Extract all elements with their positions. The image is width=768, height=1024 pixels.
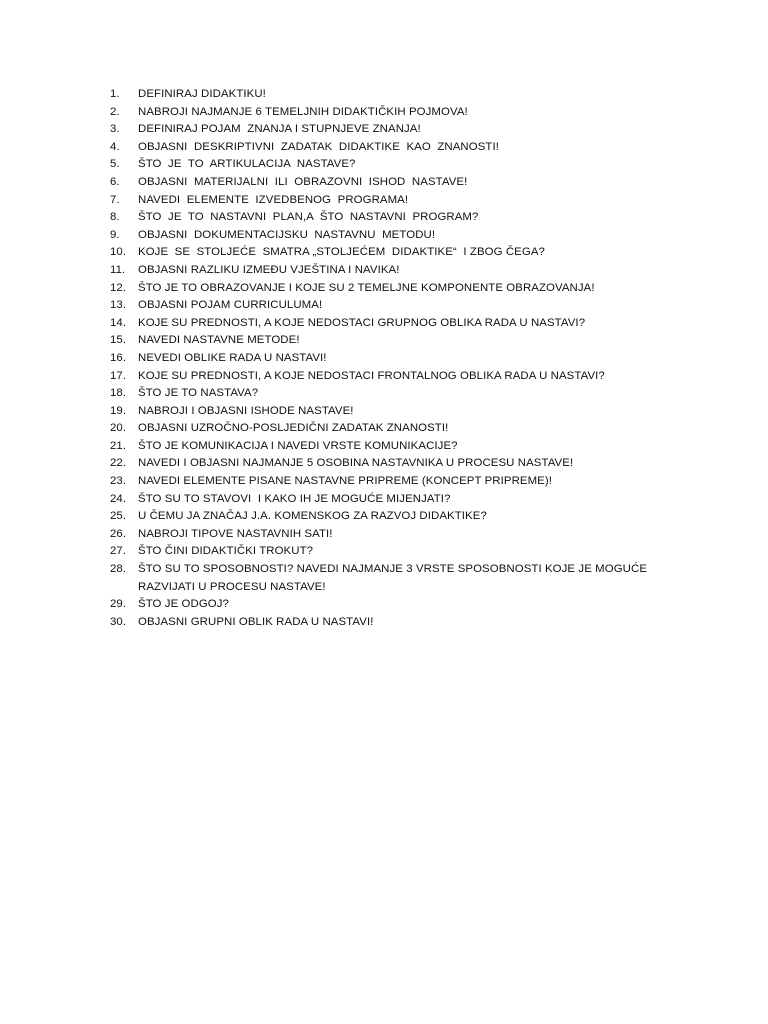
item-number: 30. [110,615,127,628]
item-text: OBJASNI MATERIJALNI ILI OBRAZOVNI ISHOD NASTAVE! [138,175,468,188]
item-text: U ČEMU JA ZNAČAJ J.A. KOMENSKOG ZA RAZVOJ DIDAKTIKE? [138,510,487,523]
list-item [110,403,670,421]
list-item [110,280,670,298]
item-text: OBJASNI UZROČNO-POSLJEDIČNI ZADATAK ZNANOSTI! [138,422,449,435]
item-text: ŠTO SU TO SPOSOBNOSTI? NAVEDI NAJMANJE 3 VRSTE SPOSOBNOSTI KOJE JE MOGUĆE RAZVIJATI U PROCESU NASTAVE! [138,563,648,593]
list-item [110,438,670,456]
item-number: 12. [110,281,127,294]
item-number: 29. [110,598,127,611]
list-item [110,192,670,210]
item-text: KOJE SE STOLJEĆE SMATRA „STOLJEĆEM DIDAKTIKE“ I ZBOG ČEGA? [138,246,545,259]
question-list [110,86,670,631]
item-text: ŠTO JE TO NASTAVA? [138,387,259,400]
item-text: DEFINIRAJ POJAM ZNANJA I STUPNJEVE ZNANJA! [138,123,421,136]
item-number: 2. [110,105,120,118]
item-number: 11. [110,263,126,276]
list-item [110,244,670,262]
list-item [110,473,670,491]
item-text: NEVEDI OBLIKE RADA U NASTAVI! [138,351,327,364]
item-text: ŠTO JE TO ARTIKULACIJA NASTAVE? [138,158,356,171]
list-item [110,561,670,596]
item-text: OBJASNI RAZLIKU IZMEĐU VJEŠTINA I NAVIKA! [138,263,400,276]
list-item [110,227,670,245]
item-text: ŠTO JE TO OBRAZOVANJE I KOJE SU 2 TEMELJNE KOMPONENTE OBRAZOVANJA! [138,281,595,294]
list-item [110,420,670,438]
item-number: 22. [110,457,127,470]
list-item [110,262,670,280]
item-text: ŠTO JE KOMUNIKACIJA I NAVEDI VRSTE KOMUNIKACIJE? [138,439,458,452]
item-number: 7. [110,193,120,206]
list-item [110,121,670,139]
item-number: 1. [110,88,120,100]
item-text: NABROJI TIPOVE NASTAVNIH SATI! [138,527,333,540]
list-item [110,368,670,386]
item-number: 8. [110,211,120,224]
list-item [110,350,670,368]
list-item [110,174,670,192]
item-text: ŠTO SU TO STAVOVI I KAKO IH JE MOGUĆE MIJENJATI? [138,492,451,505]
item-number: 20. [110,422,127,435]
item-text: NABROJI NAJMANJE 6 TEMELJNIH DIDAKTIČKIH POJMOVA! [138,105,468,118]
list-item [110,297,670,315]
item-number: 18. [110,387,127,400]
item-number: 24. [110,492,127,505]
item-number: 27. [110,545,127,558]
list-item [110,156,670,174]
item-text: NAVEDI ELEMENTE IZVEDBENOG PROGRAMA! [138,193,409,206]
list-item [110,315,670,333]
item-number: 16. [110,351,127,364]
list-item [110,543,670,561]
item-number: 21. [110,439,127,452]
list-item [110,104,670,122]
item-text: KOJE SU PREDNOSTI, A KOJE NEDOSTACI FRONTALNOG OBLIKA RADA U NASTAVI? [138,369,605,382]
item-number: 15. [110,334,127,347]
item-text: KOJE SU PREDNOSTI, A KOJE NEDOSTACI GRUPNOG OBLIKA RADA U NASTAVI? [138,316,586,329]
list-item [110,385,670,403]
item-text: OBJASNI GRUPNI OBLIK RADA U NASTAVI! [138,615,374,628]
item-number: 6. [110,175,120,188]
list-item [110,86,670,104]
list-item [110,139,670,157]
list-item [110,209,670,227]
item-text: ŠTO JE TO NASTAVNI PLAN,A ŠTO NASTAVNI PROGRAM? [138,211,479,224]
list-item [110,526,670,544]
item-number: 5. [110,158,120,171]
item-number: 25. [110,510,127,523]
list-item [110,332,670,350]
item-text: NAVEDI NASTAVNE METODE! [138,334,300,347]
item-text: NABROJI I OBJASNI ISHODE NASTAVE! [138,404,354,417]
list-item [110,455,670,473]
item-text: DEFINIRAJ DIDAKTIKU! [138,88,266,100]
item-text: OBJASNI DOKUMENTACIJSKU NASTAVNU METODU! [138,228,436,241]
list-item [110,614,670,632]
item-number: 19. [110,404,127,417]
list-item [110,508,670,526]
list-item [110,491,670,509]
item-number: 9. [110,228,120,241]
item-number: 10. [110,246,127,259]
item-number: 13. [110,299,127,312]
list-item [110,596,670,614]
item-number: 28. [110,563,127,576]
item-text: NAVEDI ELEMENTE PISANE NASTAVNE PRIPREME (KONCEPT PRIPREME)! [138,475,553,488]
item-number: 14. [110,316,127,329]
item-text: ŠTO JE ODGOJ? [138,598,229,611]
item-number: 26. [110,527,127,540]
item-text: NAVEDI I OBJASNI NAJMANJE 5 OSOBINA NASTAVNIKA U PROCESU NASTAVE! [138,457,574,470]
item-text: OBJASNI DESKRIPTIVNI ZADATAK DIDAKTIKE KAO ZNANOSTI! [138,140,499,153]
item-number: 3. [110,123,120,136]
item-text: OBJASNI POJAM CURRICULUMA! [138,299,323,312]
item-number: 4. [110,140,120,153]
item-text: ŠTO ČINI DIDAKTIČKI TROKUT? [138,545,314,558]
item-number: 23. [110,475,127,488]
item-number: 17. [110,369,127,382]
